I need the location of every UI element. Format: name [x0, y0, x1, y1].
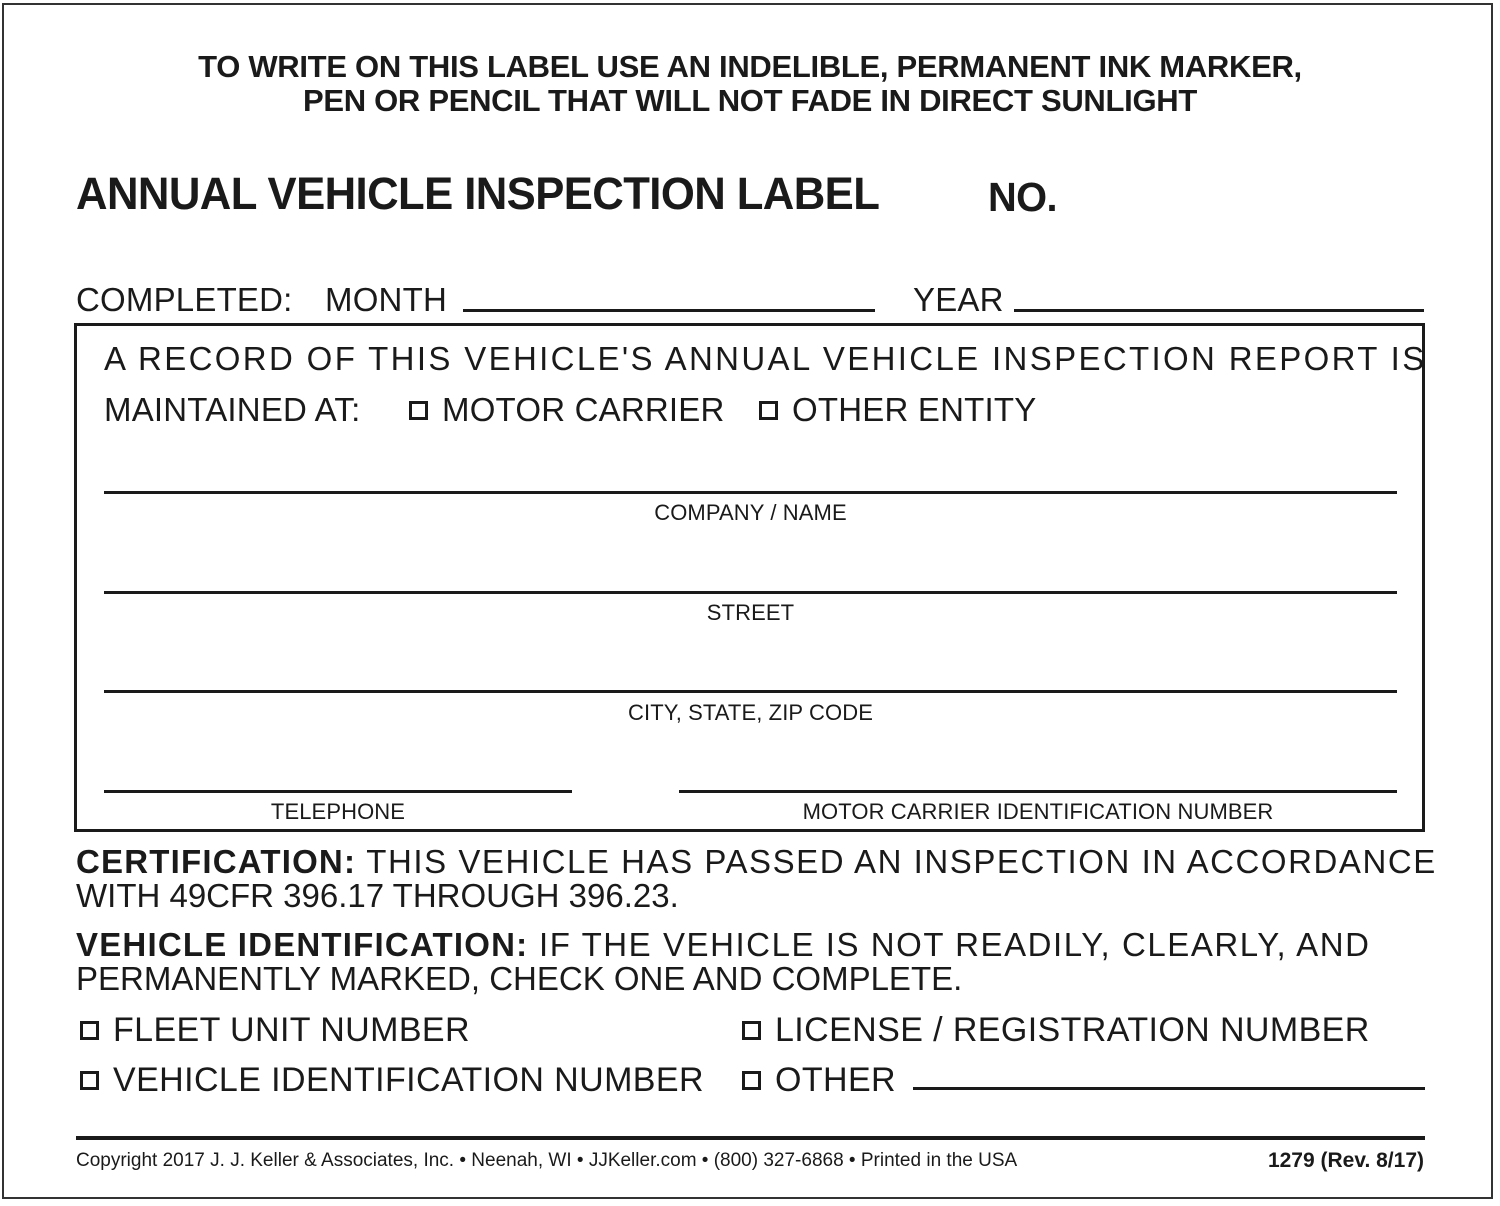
vin-label: VEHICLE IDENTIFICATION NUMBER [113, 1061, 704, 1099]
year-label: YEAR [913, 281, 1004, 318]
fleet-unit-checkbox[interactable] [80, 1021, 99, 1040]
company-caption: COMPANY / NAME [654, 500, 847, 525]
motor-carrier-checkbox[interactable] [409, 401, 428, 420]
other-label: OTHER [775, 1061, 896, 1099]
motor-carrier-label: MOTOR CARRIER [442, 391, 725, 428]
footer-copyright: Copyright 2017 J. J. Keller & Associates, Inc. • Neenah, WI • JJKeller.com • (800) 327-6868 • Printed in the USA [76, 1150, 1018, 1171]
maintained-at-label: MAINTAINED AT: [104, 391, 361, 428]
month-input-line[interactable] [463, 309, 875, 312]
other-entity-label: OTHER ENTITY [792, 391, 1037, 428]
certification-text-1: THIS VEHICLE HAS PASSED AN INSPECTION IN ACCORDANCE [366, 843, 1437, 880]
telephone-caption: TELEPHONE [270, 799, 406, 824]
option-fleet-unit[interactable] [80, 1011, 470, 1050]
option-motor-carrier[interactable] [409, 391, 725, 429]
month-label: MONTH [325, 281, 447, 318]
vehicle-id-text-1: IF THE VEHICLE IS NOT READILY, CLEARLY, AND [539, 926, 1371, 963]
instruction-line-1: TO WRITE ON THIS LABEL USE AN INDELIBLE, PERMANENT INK MARKER, [198, 49, 1302, 84]
number-label: NO. [988, 174, 1057, 220]
year-input-line[interactable] [1014, 309, 1424, 312]
vehicle-id-line-2: PERMANENTLY MARKED, CHECK ONE AND COMPLETE. [76, 960, 963, 997]
other-input-line[interactable] [913, 1087, 1425, 1090]
option-other-entity[interactable] [759, 391, 1036, 429]
street-caption: STREET [706, 600, 795, 625]
other-checkbox[interactable] [742, 1071, 761, 1090]
other-entity-checkbox[interactable] [759, 401, 778, 420]
vehicle-id-heading: VEHICLE IDENTIFICATION: [76, 926, 529, 963]
company-input-line[interactable] [104, 491, 1397, 494]
vin-checkbox[interactable] [80, 1071, 99, 1090]
city-input-line[interactable] [104, 690, 1397, 693]
fleet-unit-label: FLEET UNIT NUMBER [113, 1011, 470, 1049]
license-label: LICENSE / REGISTRATION NUMBER [775, 1011, 1370, 1049]
license-checkbox[interactable] [742, 1021, 761, 1040]
carrier-id-input-line[interactable] [679, 790, 1397, 793]
label-title: ANNUAL VEHICLE INSPECTION LABEL [76, 168, 880, 219]
completed-label: COMPLETED: [76, 281, 293, 318]
vehicle-id-line-1 [76, 928, 1370, 962]
record-statement: A RECORD OF THIS VEHICLE'S ANNUAL VEHICLE INSPECTION REPORT IS [104, 340, 1427, 377]
option-vin[interactable] [80, 1061, 704, 1100]
telephone-input-line[interactable] [104, 790, 572, 793]
street-input-line[interactable] [104, 591, 1397, 594]
city-caption: CITY, STATE, ZIP CODE [628, 700, 873, 725]
certification-heading: CERTIFICATION: [76, 843, 357, 880]
certification-line-2: WITH 49CFR 396.17 THROUGH 396.23. [76, 877, 679, 914]
instruction-line-2: PEN OR PENCIL THAT WILL NOT FADE IN DIRECT SUNLIGHT [302, 83, 1198, 118]
carrier-id-caption: MOTOR CARRIER IDENTIFICATION NUMBER [802, 799, 1274, 824]
footer-form-number: 1279 (Rev. 8/17) [1267, 1149, 1424, 1172]
option-other[interactable] [742, 1061, 896, 1100]
footer-divider [76, 1136, 1425, 1140]
certification-line-1 [76, 845, 1437, 879]
option-license[interactable] [742, 1011, 1370, 1050]
